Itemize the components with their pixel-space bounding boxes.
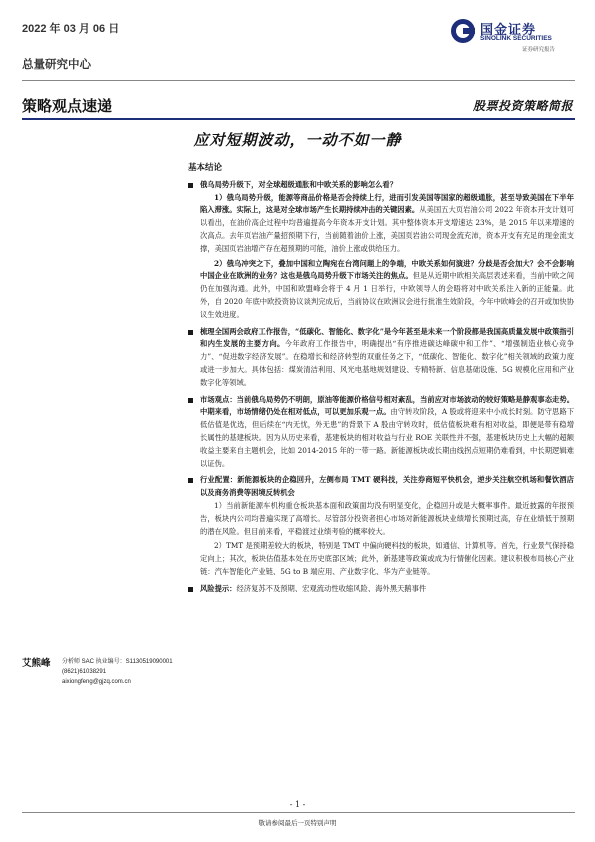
- author-email[interactable]: aixiongfeng@gjzq.com.cn: [62, 679, 131, 685]
- footer-divider: [22, 812, 575, 813]
- author-phone: (8621)61038291: [62, 669, 107, 675]
- author-name: 艾熊峰: [22, 658, 51, 669]
- risk-warning: 风险提示：经济复苏不及预期、宏观流动性收缩风险、海外黑天鹅事件: [188, 583, 574, 596]
- bullet-square-icon: [188, 183, 193, 188]
- item-1-question: 俄乌局势升级下，对全球超级通胀和中欧关系的影响怎么看？: [200, 179, 398, 189]
- section-divider: [22, 118, 575, 120]
- report-title: 应对短期波动，一动不如一静: [193, 131, 402, 149]
- bullet-square-icon: [188, 398, 193, 403]
- logo-name-en: SINOLINK SECURITIES: [480, 35, 552, 42]
- item-4-point-2: 2）TMT 是预期差较大的板块，特别是 TMT 中偏向硬科技的板块，如通信、计算机等。首先，行业景气保持稳定向上；其次，板块估值基本处在历史底部区域；此外，新基建等政策或成为行情催化因素。建议积极布局核心产业链：汽车智能化产业链、5G to B 端应用、产业数字化、华为产业链等。: [200, 541, 574, 576]
- author-info: [62, 657, 173, 687]
- page-number: - 1 -: [289, 800, 306, 809]
- header-divider: [22, 80, 575, 81]
- item-4-point-1: 1）当前新能源车机构重仓板块基本面和政策面均没有明显变化，企稳回升或是大概率事件。最近披露的年报预告，板块内公司均普遍实现了高增长。尽管部分投资者担心市场对新能源板块业绩增长预期过高，存在业绩低于预期的潜在风险。但目前来看，平稳渡过业绩考验的概率较大。: [200, 500, 574, 536]
- bullet-square-icon: [188, 478, 193, 483]
- logo-name-cn: 国金证券: [480, 22, 537, 37]
- report-date: 2022 年 03 月 06 日: [22, 23, 120, 35]
- report-series: 股票投资策略简报: [472, 99, 573, 113]
- conclusion-item-2: 梳理全国两会政府工作报告，“低碳化、智能化、数字化”是今年甚至是未来一个阶段都是我国高质量发展中政策指引和内生发展的主要方向。今年政府工作报告中，明确提出“有序推进碳达峰碳中和工作”、“增强制造业核心竞争力”、“促进数字经济发展”。在稳增长和经济转型的双重任务之下，“低碳化、智能化、数字化”相关领域的政策力度或进一步加大。具体包括：煤炭清洁利用、风光电基地规划建设、专精特新、信息基础设施、5G 规模化应用和产业数字化等领域。: [188, 326, 574, 390]
- author-license: 分析师 SAC 执业编号：S1130519090001: [62, 659, 173, 665]
- company-logo: [450, 16, 575, 54]
- bullet-square-icon: [188, 330, 193, 335]
- conclusion-item-1: [188, 179, 574, 322]
- item-1-point-2: 2）俄乌冲突之下，叠加中国和立陶宛在台湾问题上的争端，中欧关系如何演进？分歧是否会加大？会不会影响中国企业在欧洲的业务？这也是俄乌局势升级下市场关注的焦点。但是从近期中欧相关高层表述来看，当前中欧之间仍在加强沟通。此外，中国和欧盟峰会将于 4 月 1 日举行，中欧领导人的会晤将对中欧关系注入新的正能量。此外，自 2020 年底中欧投资协议谈判完成后，当前协议在欧洲议会进行批准生效阶段，今年中欧峰会的召开或加快协议生效进度。: [200, 258, 574, 319]
- bullet-square-icon: [188, 587, 193, 592]
- conclusion-item-3: 市场观点：当前俄乌局势仍不明朗，原油等能源价格信号相对紊乱，当前应对市场波动的较好策略是静观事态走势。中期来看，市场情绪仍处在相对低点，可以更加乐观一点。由守转攻阶段，A 股或将迎来中小成长时刻。防守思路下低估值是优选，但后续在“内无忧，外无患”的背景下 A 股由守转攻时，低估值板块难有相对收益，即便是带有稳增长属性的基建板块。因为从历史来看，基建板块的相对收益与行业 ROE 关联性并不强，基建板块历史上大幅的超额收益主要来自主题机会，比如 2014-2015 年的一带一路。新能源板块或长期由线拐点短期仍难看到，中长期逻辑难以证伪。: [188, 394, 574, 471]
- sinolink-logo-icon: [450, 18, 476, 44]
- report-body: [188, 162, 574, 600]
- item-1-point-1: 1）俄乌局势升级，能源等商品价格是否会持续上行，进而引发美国等国家的超级通胀，甚至导致美国在下半年陷入滞涨。实际上，这是对全球市场产生长期持续冲击的关键因素。从美国五大页岩油公司 2022 年资本开支计划可以看出，在油价高企过程中均普遍提高今年资本开支计划。其中整体资本开支增速达 23%，是 2015 年以来增速的次高点。去年页岩油产量招预期下行，当前随着油价上涨，美国页岩油公司现金流充沛，资本开支有充足的现金流支撑，美国页岩油增产存在超预期的可能，油价上涨或供给压力。: [200, 192, 574, 253]
- section-title: 策略观点速递: [22, 98, 113, 115]
- basic-conclusion-heading: 基本结论: [188, 163, 223, 173]
- logo-subtitle: 证券研究报告: [522, 47, 556, 53]
- conclusion-item-4: [188, 474, 574, 578]
- item-4-heading: 行业配置：新能源板块的企稳回升，左侧布局 TMT 硬科技，关注券商短平快机会，逆步关注航空机场和餐饮酒店以及商务消费等困境反转机会: [200, 475, 574, 498]
- footer-disclaimer: 敬请参阅最后一页特别声明: [258, 819, 337, 827]
- department: 总量研究中心: [22, 59, 91, 71]
